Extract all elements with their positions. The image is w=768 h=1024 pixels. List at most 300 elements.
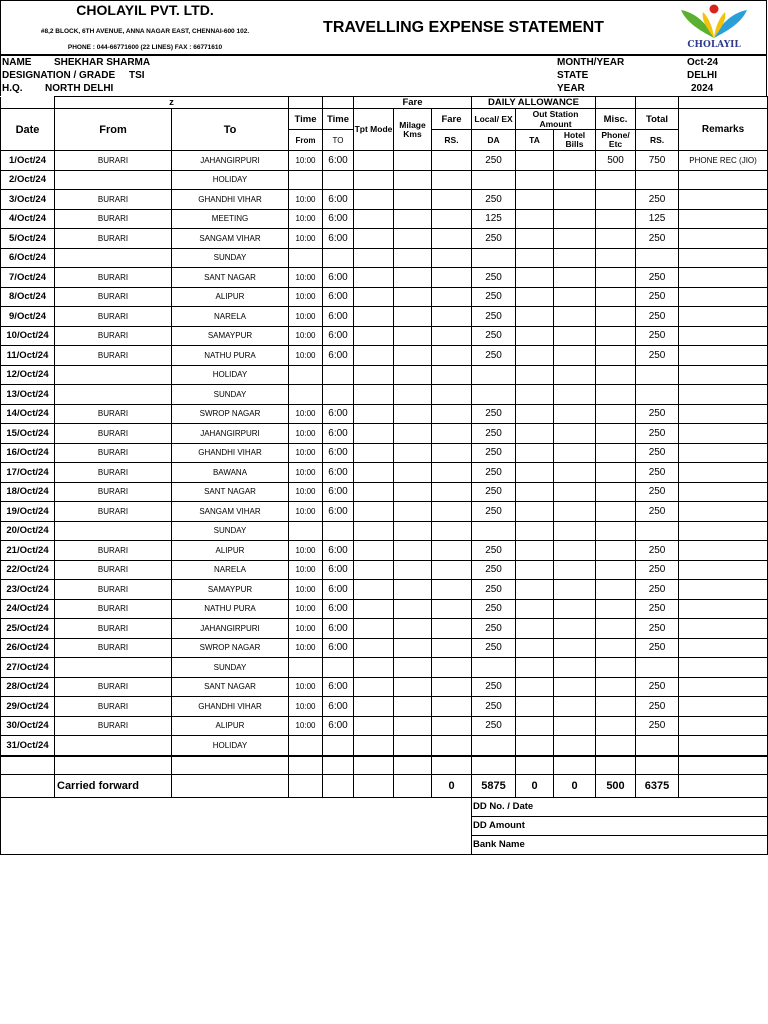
table-row: [1, 346, 768, 366]
row-da: 250: [472, 638, 516, 658]
carried-forward-label: Carried forward: [55, 774, 172, 797]
row-ta: [516, 209, 554, 229]
row-fare: [432, 190, 472, 210]
row-hotel: [554, 248, 596, 268]
row-from: [55, 736, 172, 756]
table-row: [1, 619, 768, 639]
row-time-to: [323, 736, 354, 756]
row-fare: [432, 287, 472, 307]
row-date: 18/Oct/24: [1, 482, 55, 502]
cf-hotel: 0: [554, 774, 596, 797]
row-milage: [394, 346, 432, 366]
row-remarks: PHONE REC (JIO): [679, 151, 768, 171]
document-title: TRAVELLING EXPENSE STATEMENT: [323, 19, 604, 36]
row-total: [636, 736, 679, 756]
row-remarks: [679, 560, 768, 580]
row-time-from: 10:00: [289, 268, 323, 288]
row-date: 21/Oct/24: [1, 541, 55, 561]
row-total: 250: [636, 443, 679, 463]
row-misc: 500: [596, 151, 636, 171]
row-tpt-mode: [354, 521, 394, 541]
bank-blank-area: [1, 797, 472, 854]
row-hotel: [554, 580, 596, 600]
row-date: 12/Oct/24: [1, 365, 55, 385]
header-to: To: [172, 109, 289, 151]
row-tpt-mode: [354, 482, 394, 502]
row-da: [472, 248, 516, 268]
row-ta: [516, 638, 554, 658]
header-total: Total: [636, 109, 679, 130]
row-hotel: [554, 365, 596, 385]
row-time-from: [289, 736, 323, 756]
state-label: STATE: [557, 70, 589, 81]
row-total: 250: [636, 638, 679, 658]
row-time-from: 10:00: [289, 229, 323, 249]
row-total: 250: [636, 190, 679, 210]
row-milage: [394, 326, 432, 346]
row-hotel: [554, 599, 596, 619]
row-da: 250: [472, 346, 516, 366]
table-row: [1, 287, 768, 307]
row-tpt-mode: [354, 424, 394, 444]
row-fare: [432, 541, 472, 561]
row-time-from: 10:00: [289, 541, 323, 561]
row-to: SWROP NAGAR: [172, 404, 289, 424]
row-from: BURARI: [55, 287, 172, 307]
row-milage: [394, 677, 432, 697]
row-fare: [432, 443, 472, 463]
row-tpt-mode: [354, 229, 394, 249]
row-misc: [596, 638, 636, 658]
row-time-to: 6:00: [323, 580, 354, 600]
row-hotel: [554, 170, 596, 190]
row-to: SUNDAY: [172, 248, 289, 268]
row-time-from: 10:00: [289, 716, 323, 736]
row-ta: [516, 482, 554, 502]
row-time-from: 10:00: [289, 151, 323, 171]
row-misc: [596, 580, 636, 600]
header-hotel: Hotel Bills: [554, 130, 596, 151]
blank-row: [1, 756, 768, 774]
row-remarks: [679, 677, 768, 697]
row-to: SUNDAY: [172, 521, 289, 541]
row-da: 250: [472, 268, 516, 288]
row-da: 250: [472, 580, 516, 600]
row-time-from: [289, 170, 323, 190]
table-row: [1, 268, 768, 288]
row-milage: [394, 658, 432, 678]
cf-misc: 500: [596, 774, 636, 797]
row-time-to: [323, 521, 354, 541]
row-total: 250: [636, 482, 679, 502]
row-misc: [596, 404, 636, 424]
row-remarks: [679, 443, 768, 463]
row-from: BURARI: [55, 697, 172, 717]
row-fare: [432, 170, 472, 190]
header-misc: Misc.: [596, 109, 636, 130]
row-da: [472, 385, 516, 405]
row-milage: [394, 424, 432, 444]
row-fare: [432, 385, 472, 405]
row-milage: [394, 229, 432, 249]
row-misc: [596, 326, 636, 346]
row-date: 29/Oct/24: [1, 697, 55, 717]
table-row: [1, 151, 768, 171]
table-row: [1, 521, 768, 541]
row-fare: [432, 619, 472, 639]
row-ta: [516, 502, 554, 522]
row-total: 250: [636, 502, 679, 522]
row-hotel: [554, 404, 596, 424]
row-remarks: [679, 502, 768, 522]
row-ta: [516, 248, 554, 268]
employee-name: SHEKHAR SHARMA: [54, 57, 151, 68]
cf-da: 5875: [472, 774, 516, 797]
row-da: [472, 365, 516, 385]
row-ta: [516, 326, 554, 346]
row-milage: [394, 697, 432, 717]
row-remarks: [679, 580, 768, 600]
row-date: 26/Oct/24: [1, 638, 55, 658]
row-da: 250: [472, 443, 516, 463]
row-tpt-mode: [354, 268, 394, 288]
row-da: 250: [472, 463, 516, 483]
row-misc: [596, 502, 636, 522]
row-time-from: [289, 521, 323, 541]
row-from: [55, 170, 172, 190]
row-date: 20/Oct/24: [1, 521, 55, 541]
row-total: 250: [636, 463, 679, 483]
expense-table: [0, 96, 768, 756]
row-milage: [394, 151, 432, 171]
row-hotel: [554, 619, 596, 639]
row-date: 31/Oct/24: [1, 736, 55, 756]
row-da: [472, 658, 516, 678]
header-milage: Milage Kms: [394, 109, 432, 151]
row-total: 250: [636, 326, 679, 346]
row-tpt-mode: [354, 209, 394, 229]
row-date: 17/Oct/24: [1, 463, 55, 483]
row-to: SANT NAGAR: [172, 482, 289, 502]
row-da: 250: [472, 619, 516, 639]
bank-row-dd-no: [1, 797, 768, 816]
row-hotel: [554, 385, 596, 405]
row-milage: [394, 580, 432, 600]
row-time-to: [323, 365, 354, 385]
header-phone-etc: Phone/ Etc: [596, 130, 636, 151]
row-milage: [394, 287, 432, 307]
row-date: 9/Oct/24: [1, 307, 55, 327]
row-misc: [596, 170, 636, 190]
row-da: 125: [472, 209, 516, 229]
row-remarks: [679, 287, 768, 307]
company-name: CHOLAYIL PVT. LTD.: [76, 2, 214, 18]
row-to: GHANDHI VIHAR: [172, 443, 289, 463]
row-date: 11/Oct/24: [1, 346, 55, 366]
row-to: BAWANA: [172, 463, 289, 483]
row-fare: [432, 404, 472, 424]
row-time-from: 10:00: [289, 482, 323, 502]
row-tpt-mode: [354, 170, 394, 190]
row-from: BURARI: [55, 638, 172, 658]
row-ta: [516, 190, 554, 210]
row-remarks: [679, 268, 768, 288]
row-date: 30/Oct/24: [1, 716, 55, 736]
row-total: 250: [636, 619, 679, 639]
row-time-to: 6:00: [323, 502, 354, 522]
row-ta: [516, 521, 554, 541]
row-da: 250: [472, 229, 516, 249]
row-milage: [394, 482, 432, 502]
row-ta: [516, 658, 554, 678]
row-misc: [596, 521, 636, 541]
row-da: 250: [472, 151, 516, 171]
row-date: 1/Oct/24: [1, 151, 55, 171]
row-total: 250: [636, 677, 679, 697]
row-fare: [432, 560, 472, 580]
row-milage: [394, 736, 432, 756]
name-label: NAME: [2, 57, 32, 68]
month-value: Oct-24: [687, 57, 719, 68]
row-time-from: 10:00: [289, 346, 323, 366]
row-milage: [394, 599, 432, 619]
row-time-from: 10:00: [289, 619, 323, 639]
row-from: BURARI: [55, 404, 172, 424]
header-out-station: Out Station Amount: [516, 109, 596, 130]
row-tpt-mode: [354, 697, 394, 717]
row-tpt-mode: [354, 346, 394, 366]
table-row: [1, 677, 768, 697]
row-da: 250: [472, 482, 516, 502]
row-fare: [432, 463, 472, 483]
row-total: 250: [636, 599, 679, 619]
bank-name-label: Bank Name: [472, 835, 768, 854]
row-ta: [516, 463, 554, 483]
row-da: 250: [472, 599, 516, 619]
row-hotel: [554, 287, 596, 307]
header-z: z: [55, 97, 289, 109]
row-date: 19/Oct/24: [1, 502, 55, 522]
carried-forward-row: [1, 774, 768, 797]
row-time-to: 6:00: [323, 307, 354, 327]
row-to: NATHU PURA: [172, 346, 289, 366]
row-to: HOLIDAY: [172, 170, 289, 190]
row-date: 10/Oct/24: [1, 326, 55, 346]
row-milage: [394, 170, 432, 190]
row-tpt-mode: [354, 443, 394, 463]
row-ta: [516, 580, 554, 600]
row-time-from: 10:00: [289, 599, 323, 619]
row-milage: [394, 443, 432, 463]
row-remarks: [679, 346, 768, 366]
row-time-to: 6:00: [323, 229, 354, 249]
table-row: [1, 190, 768, 210]
row-time-to: 6:00: [323, 697, 354, 717]
row-tpt-mode: [354, 190, 394, 210]
row-misc: [596, 346, 636, 366]
row-hotel: [554, 502, 596, 522]
header-ta: TA: [516, 130, 554, 151]
row-total: 250: [636, 404, 679, 424]
row-time-to: 6:00: [323, 541, 354, 561]
row-to: GHANDHI VIHAR: [172, 190, 289, 210]
row-misc: [596, 541, 636, 561]
row-hotel: [554, 151, 596, 171]
table-row: [1, 443, 768, 463]
table-row: [1, 502, 768, 522]
row-to: SANGAM VIHAR: [172, 502, 289, 522]
row-hotel: [554, 521, 596, 541]
row-hotel: [554, 307, 596, 327]
table-row: [1, 463, 768, 483]
row-total: 125: [636, 209, 679, 229]
row-milage: [394, 541, 432, 561]
row-tpt-mode: [354, 404, 394, 424]
row-from: [55, 521, 172, 541]
row-date: 23/Oct/24: [1, 580, 55, 600]
row-time-from: 10:00: [289, 190, 323, 210]
row-milage: [394, 560, 432, 580]
row-da: 250: [472, 307, 516, 327]
row-misc: [596, 209, 636, 229]
row-remarks: [679, 326, 768, 346]
row-hotel: [554, 229, 596, 249]
row-remarks: [679, 307, 768, 327]
employee-designation: TSI: [129, 70, 145, 81]
row-remarks: [679, 697, 768, 717]
row-from: BURARI: [55, 151, 172, 171]
row-total: 250: [636, 541, 679, 561]
header-to-sub: TO: [323, 130, 354, 151]
row-misc: [596, 619, 636, 639]
row-ta: [516, 307, 554, 327]
row-milage: [394, 521, 432, 541]
table-row: [1, 560, 768, 580]
row-time-from: 10:00: [289, 463, 323, 483]
row-tpt-mode: [354, 248, 394, 268]
row-hotel: [554, 326, 596, 346]
row-milage: [394, 209, 432, 229]
row-remarks: [679, 463, 768, 483]
row-to: JAHANGIRPURI: [172, 151, 289, 171]
row-milage: [394, 190, 432, 210]
row-date: 5/Oct/24: [1, 229, 55, 249]
header-fare: Fare: [432, 109, 472, 130]
table-row: [1, 209, 768, 229]
row-misc: [596, 560, 636, 580]
row-ta: [516, 346, 554, 366]
header-da: DA: [472, 130, 516, 151]
row-ta: [516, 151, 554, 171]
row-fare: [432, 424, 472, 444]
table-row: [1, 326, 768, 346]
row-milage: [394, 638, 432, 658]
row-fare: [432, 658, 472, 678]
row-time-to: [323, 658, 354, 678]
row-remarks: [679, 190, 768, 210]
row-fare: [432, 638, 472, 658]
row-total: 750: [636, 151, 679, 171]
row-remarks: [679, 599, 768, 619]
row-total: 250: [636, 307, 679, 327]
row-to: SAMAYPUR: [172, 580, 289, 600]
row-ta: [516, 677, 554, 697]
row-time-to: 6:00: [323, 482, 354, 502]
header-from-sub: From: [289, 130, 323, 151]
row-from: BURARI: [55, 463, 172, 483]
document-header: [0, 0, 767, 56]
row-date: 14/Oct/24: [1, 404, 55, 424]
row-total: 250: [636, 424, 679, 444]
row-date: 6/Oct/24: [1, 248, 55, 268]
row-date: 24/Oct/24: [1, 599, 55, 619]
row-date: 4/Oct/24: [1, 209, 55, 229]
row-ta: [516, 443, 554, 463]
row-from: BURARI: [55, 619, 172, 639]
row-hotel: [554, 190, 596, 210]
employee-info: [0, 56, 767, 96]
row-fare: [432, 365, 472, 385]
table-row: [1, 385, 768, 405]
row-da: [472, 736, 516, 756]
row-hotel: [554, 697, 596, 717]
row-remarks: [679, 424, 768, 444]
row-time-from: 10:00: [289, 287, 323, 307]
row-tpt-mode: [354, 638, 394, 658]
row-misc: [596, 248, 636, 268]
row-to: ALIPUR: [172, 287, 289, 307]
row-da: 250: [472, 326, 516, 346]
row-da: 250: [472, 716, 516, 736]
row-to: NARELA: [172, 307, 289, 327]
row-ta: [516, 229, 554, 249]
row-fare: [432, 307, 472, 327]
header-fare-rs: RS.: [432, 130, 472, 151]
row-total: [636, 365, 679, 385]
row-remarks: [679, 482, 768, 502]
row-date: 3/Oct/24: [1, 190, 55, 210]
row-remarks: [679, 404, 768, 424]
row-time-from: 10:00: [289, 677, 323, 697]
row-fare: [432, 580, 472, 600]
row-from: [55, 385, 172, 405]
row-da: 250: [472, 190, 516, 210]
row-fare: [432, 248, 472, 268]
table-row: [1, 638, 768, 658]
row-from: BURARI: [55, 443, 172, 463]
row-to: ALIPUR: [172, 541, 289, 561]
row-fare: [432, 697, 472, 717]
row-ta: [516, 385, 554, 405]
row-date: 28/Oct/24: [1, 677, 55, 697]
state-value: DELHI: [687, 70, 717, 81]
row-total: 250: [636, 697, 679, 717]
designation-label: DESIGNATION / GRADE: [2, 70, 116, 81]
row-time-to: 6:00: [323, 326, 354, 346]
row-time-to: 6:00: [323, 404, 354, 424]
row-to: SAMAYPUR: [172, 326, 289, 346]
row-remarks: [679, 541, 768, 561]
row-tpt-mode: [354, 307, 394, 327]
header-total-rs: RS.: [636, 130, 679, 151]
row-ta: [516, 736, 554, 756]
row-remarks: [679, 716, 768, 736]
row-from: BURARI: [55, 190, 172, 210]
row-date: 13/Oct/24: [1, 385, 55, 405]
table-row: [1, 229, 768, 249]
row-time-from: 10:00: [289, 326, 323, 346]
table-row: [1, 658, 768, 678]
